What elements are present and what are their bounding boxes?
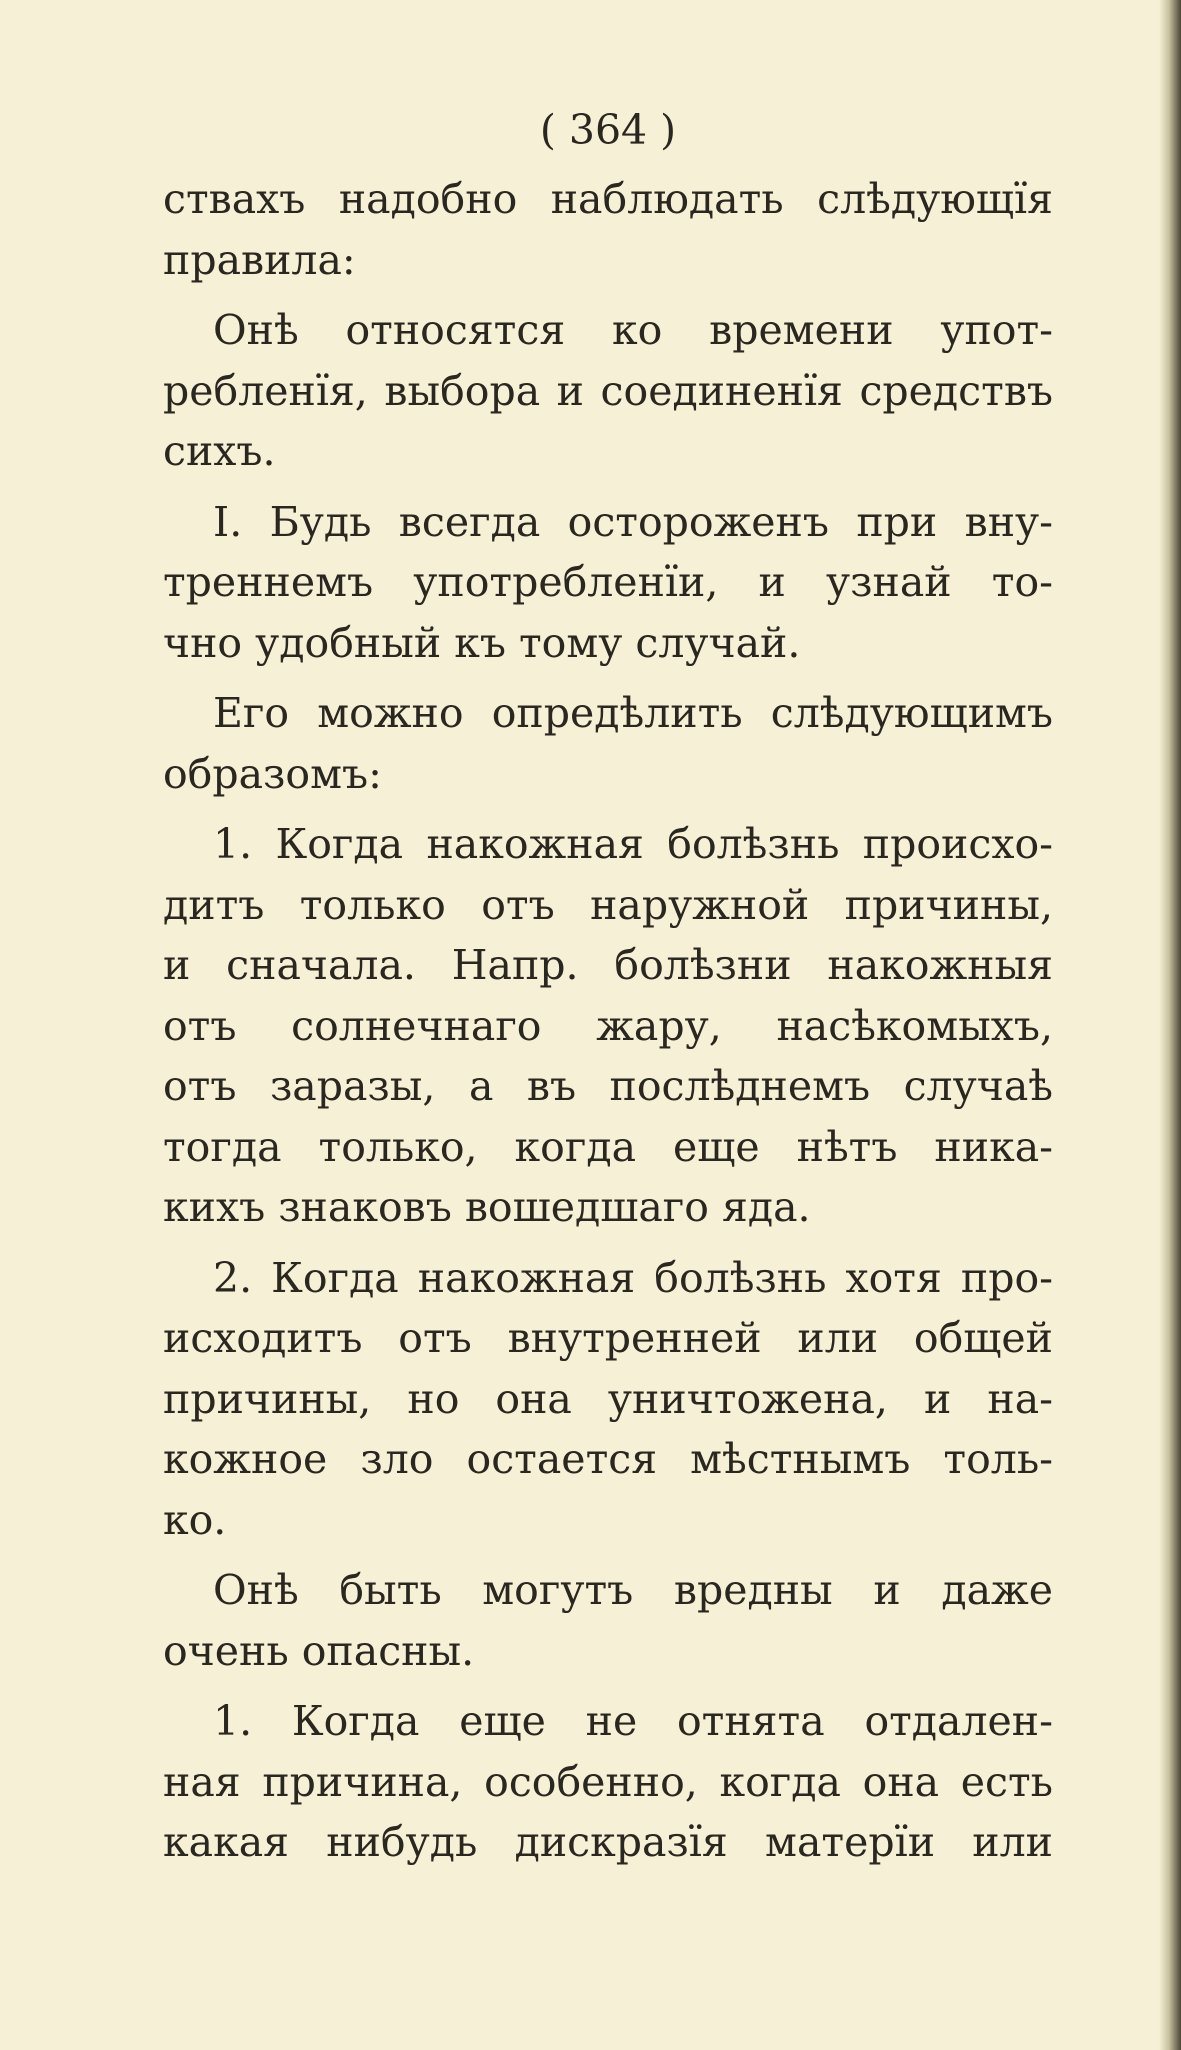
paragraph-gap [163,1238,1053,1248]
text-line: ная причина, особенно, когда она есть [163,1757,1053,1806]
text-line: чно удобный къ тому случай. [163,618,801,667]
text-line: Онѣ относятся ко времени упот- [213,306,1053,354]
text-line: треннемъ употребленїи, и узнай то- [163,558,1053,606]
text-line: тогда только, когда еще нѣтъ ника- [163,1122,1053,1171]
text-line: и сначала. Напр. болѣзни накожныя [163,941,1053,989]
text-line: сихъ. [163,427,276,475]
page-number: ( 364 ) [539,106,677,154]
text-line: 2. Когда накожная болѣзнь хотя про- [213,1253,1053,1302]
text-line: исходитъ отъ внутренней или общей [163,1314,1053,1362]
text-line: Его можно опредѣлить слѣдующимъ [213,689,1053,737]
text-line: кожное зло остается мѣстнымъ толь- [163,1435,1053,1483]
body-text [163,169,1053,1873]
text-line: правила: [163,235,356,284]
page-text-block [163,95,1053,1873]
text-line: кихъ знаковъ вошедшаго яда. [163,1183,811,1231]
text-line: Онѣ быть могутъ вредны и даже [213,1566,1053,1614]
text-line: отъ солнечнаго жару, насѣкомыхъ, [163,1001,1053,1050]
paragraph-gap [163,290,1053,300]
paragraph-gap [163,673,1053,683]
text-line: ребленїя, выбора и соединенїя средствъ [163,366,1053,415]
text-line: какая нибудь дискразїя матерїи или [163,1818,1053,1866]
text-line: дитъ только отъ наружной причины, [163,880,1053,929]
text-line: очень опасны. [163,1626,475,1675]
text-line: образомъ: [163,749,382,798]
paragraph-gap [163,804,1053,814]
text-line: ко. [163,1495,227,1544]
paragraph-gap [163,1681,1053,1691]
page-edge-shadow [1159,0,1181,2050]
text-line: отъ заразы, а въ послѣднемъ случаѣ [163,1062,1053,1110]
text-line: причины, но она уничтожена, и на- [163,1374,1053,1423]
text-line: I. Будь всегда остороженъ при вну- [213,497,1053,546]
text-line: 1. Когда накожная болѣзнь происхо- [213,820,1053,868]
text-line: 1. Когда еще не отнята отдален- [213,1697,1053,1745]
paragraph-gap [163,482,1053,492]
text-line: ствахъ надобно наблюдать слѣдующїя [163,175,1053,223]
paragraph-gap [163,1550,1053,1560]
